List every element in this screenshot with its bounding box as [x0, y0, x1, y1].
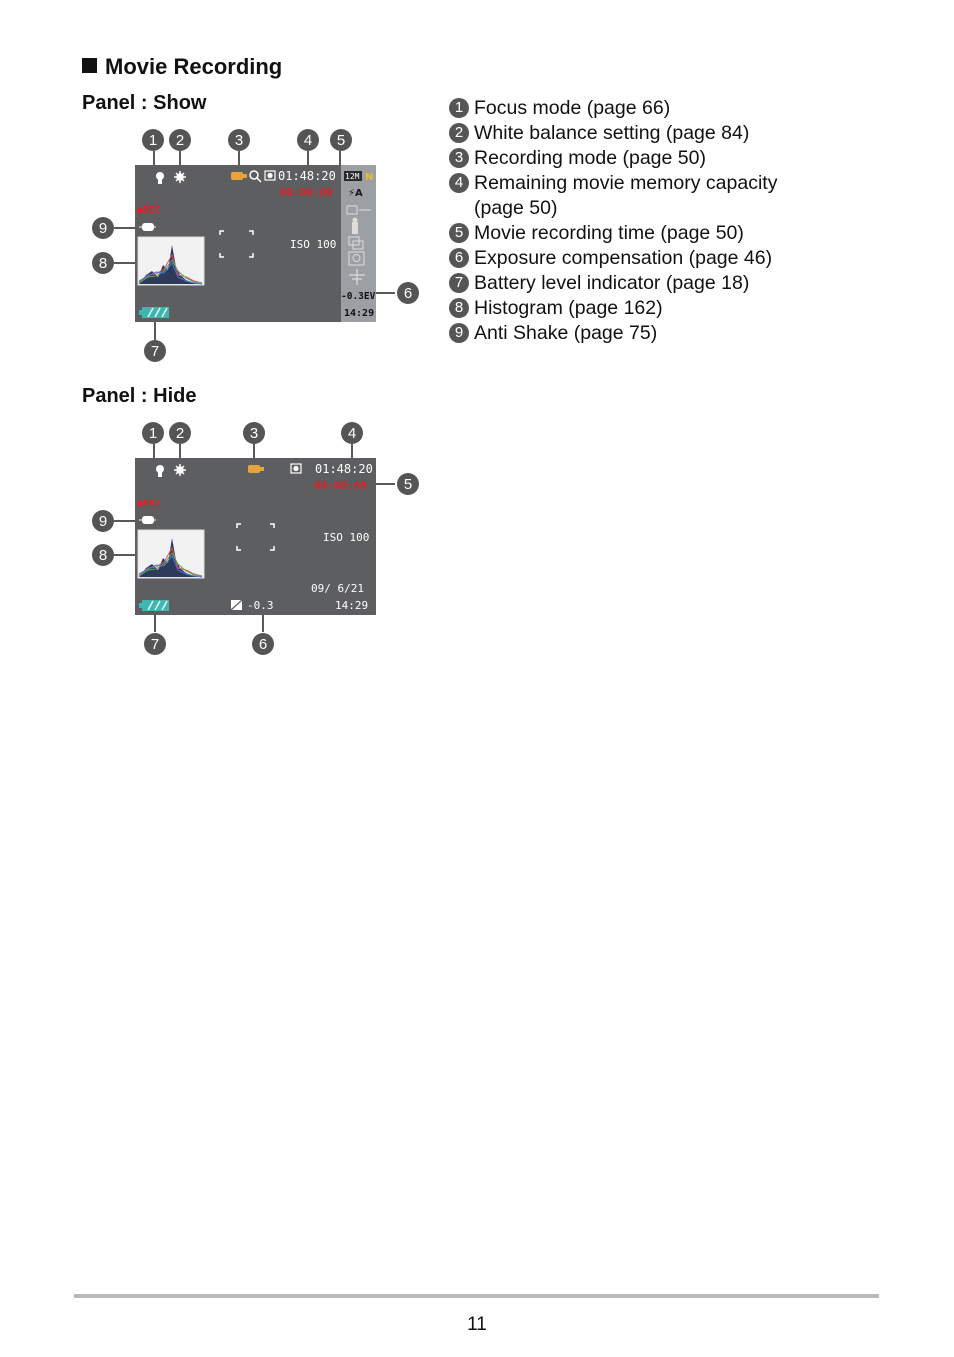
- legend-item: [448, 171, 868, 196]
- callout-7: [144, 340, 166, 362]
- iso-text: ISO 100: [290, 238, 337, 251]
- legend-text: Focus mode (page 66): [474, 97, 671, 119]
- ev-value-text: -0.3: [247, 599, 274, 612]
- section-title: [82, 54, 282, 80]
- legend-item: [448, 321, 868, 346]
- legend-item: [448, 121, 868, 146]
- legend-list: [448, 96, 868, 346]
- battery-icon: [139, 307, 169, 318]
- panel-show-label: Panel : Show: [82, 92, 207, 114]
- svg-text:1: 1: [148, 132, 158, 149]
- rec-indicator: ●REC: [137, 205, 162, 216]
- callout-3: [228, 129, 250, 151]
- panel-show-figure: [90, 125, 420, 365]
- panel-hide-label: Panel : Hide: [82, 385, 197, 407]
- legend-item: [448, 271, 868, 296]
- clock-text: 14:29: [344, 308, 375, 319]
- remaining-time-text: 01:48:20: [315, 462, 373, 476]
- date-text: 09/ 6/21: [311, 582, 364, 595]
- legend-item: [448, 146, 868, 171]
- legend-number: 9: [449, 323, 469, 343]
- legend-number: 4: [449, 173, 469, 193]
- callout-3: [243, 422, 265, 444]
- image-size-text: 12M: [345, 172, 360, 181]
- svg-text:8: 8: [98, 547, 108, 564]
- svg-text:3: 3: [249, 425, 259, 442]
- callout-6: [252, 633, 274, 655]
- rec-indicator: ●REC: [137, 498, 162, 509]
- svg-text:4: 4: [347, 425, 357, 442]
- recording-counter-text: 00:00:00: [280, 186, 333, 199]
- legend-number: 8: [449, 298, 469, 318]
- callout-6: [397, 282, 419, 304]
- svg-text:2: 2: [175, 425, 185, 442]
- legend-number: 5: [449, 223, 469, 243]
- legend-number: 7: [449, 273, 469, 293]
- svg-text:6: 6: [258, 636, 268, 653]
- recording-counter-text: 00:00:00: [314, 479, 367, 492]
- self-timer-icon: [352, 218, 358, 235]
- callout-7: [144, 633, 166, 655]
- callout-1: [142, 129, 164, 151]
- legend-number: 2: [449, 123, 469, 143]
- histogram: [138, 530, 204, 578]
- panel-hide-figure: [90, 418, 420, 658]
- legend-text: Anti Shake (page 75): [474, 322, 658, 344]
- svg-text:3: 3: [234, 132, 244, 149]
- legend-item: [448, 246, 868, 271]
- callout-8: [92, 252, 114, 274]
- callout-9: [92, 510, 114, 532]
- legend-item: [448, 221, 868, 246]
- callout-8: [92, 544, 114, 566]
- legend-text: Battery level indicator (page 18): [474, 272, 750, 294]
- svg-text:6: 6: [403, 285, 413, 302]
- svg-text:9: 9: [98, 513, 108, 530]
- ev-value-text: -0.3EV: [341, 291, 376, 302]
- legend-item: [448, 296, 868, 321]
- legend-number: 6: [449, 248, 469, 268]
- legend-text: Exposure compensation (page 46): [474, 247, 773, 269]
- image-quality-text: N: [365, 172, 374, 183]
- callout-2: [169, 422, 191, 444]
- legend-item: [448, 96, 868, 121]
- battery-icon: [139, 600, 169, 611]
- callout-2: [169, 129, 191, 151]
- legend-text: Movie recording time (page 50): [474, 222, 744, 244]
- callout-4: [341, 422, 363, 444]
- svg-text:4: 4: [303, 132, 313, 149]
- callout-5: [397, 473, 419, 495]
- svg-text:7: 7: [150, 343, 160, 360]
- svg-text:5: 5: [336, 132, 346, 149]
- square-bullet-icon: [82, 58, 97, 73]
- legend-text: Remaining movie memory capacity: [474, 172, 778, 194]
- footer-divider: [74, 1294, 879, 1298]
- callout-5: [330, 129, 352, 151]
- iso-text: ISO 100: [323, 531, 370, 544]
- flash-mode-text: ⚡A: [348, 188, 363, 199]
- legend-number: 3: [449, 148, 469, 168]
- legend-text: Recording mode (page 50): [474, 147, 706, 169]
- page-number: 11: [467, 1314, 487, 1335]
- histogram: [138, 237, 204, 285]
- svg-text:8: 8: [98, 255, 108, 272]
- callout-4: [297, 129, 319, 151]
- legend-text-continued: (page 50): [474, 197, 558, 219]
- legend-text: White balance setting (page 84): [474, 122, 750, 144]
- callout-1: [142, 422, 164, 444]
- legend-text: Histogram (page 162): [474, 297, 663, 319]
- svg-text:1: 1: [148, 425, 158, 442]
- svg-text:5: 5: [403, 476, 413, 493]
- svg-text:2: 2: [175, 132, 185, 149]
- clock-text: 14:29: [335, 599, 369, 612]
- remaining-time-text: 01:48:20: [278, 169, 336, 183]
- section-title-text: Movie Recording: [105, 54, 283, 79]
- callout-9: [92, 217, 114, 239]
- svg-text:7: 7: [150, 636, 160, 653]
- legend-number: 1: [449, 98, 469, 118]
- svg-text:9: 9: [98, 220, 108, 237]
- exposure-compensation-icon: [231, 600, 242, 610]
